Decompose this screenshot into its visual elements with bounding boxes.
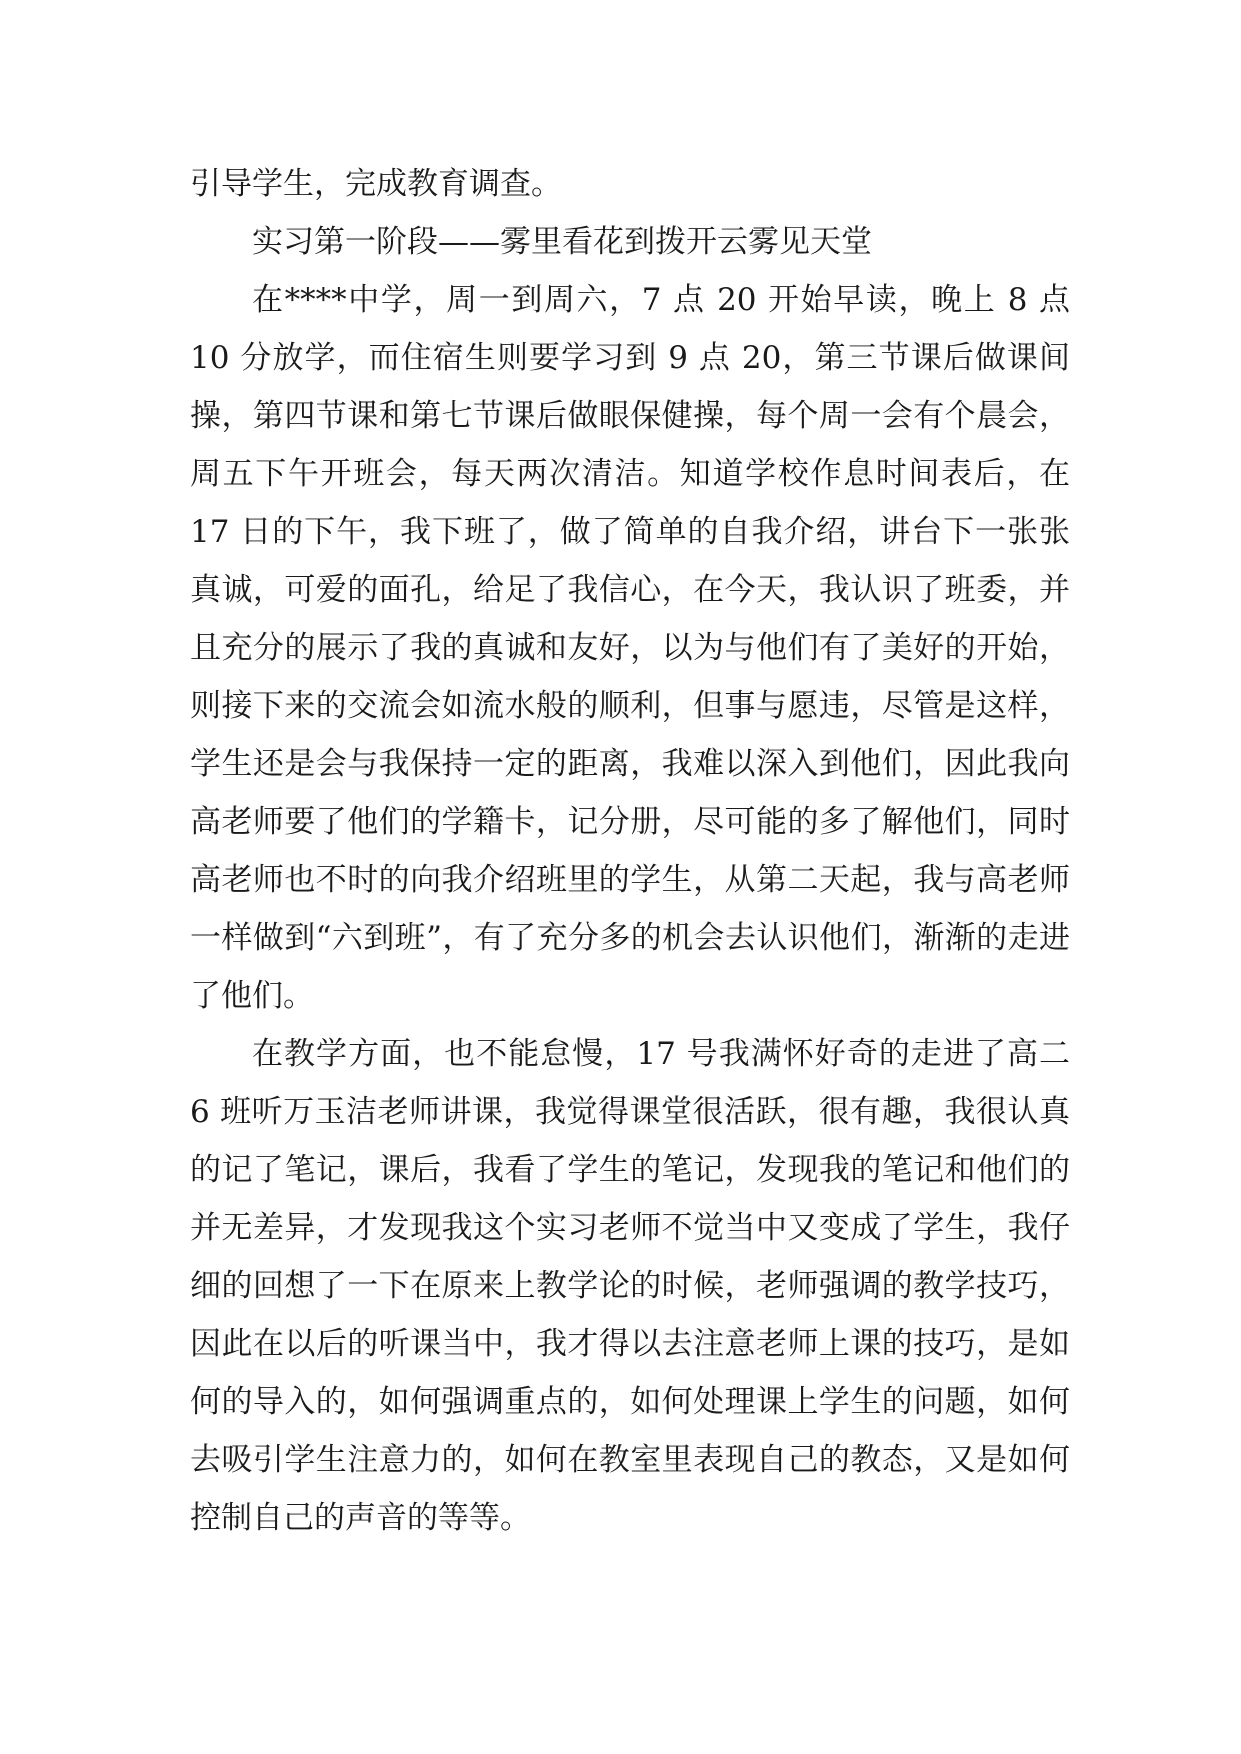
paragraph-continued: 引导学生，完成教育调查。 [190, 166, 562, 202]
paragraph-schedule: 在****中学，周一到周六，7 点 20 开始早读，晚上 8 点 10 分放学，而住宿生则要学习到 9 点 20，第三节课后做课间操，第四节课和第七节课后做眼保健操，每个周一会有个晨会，周五下午开班会，每天两次清洁。知道学校作息时间表后，在 17 日的下午，我下班了，做了简单的自我介绍，讲台下一张张真诚，可爱的面孔，给足了我信心，在今天，我认识了班委，并且充分的展示了我的真诚和友好，以为与他们有了美好的开始，则接下来的交流会如流水般的顺利，但事与愿违，尽管是这样，学生还是会与我保持一定的距离，我难以深入到他们，因此我向高老师要了他们的学籍卡，记分册，尽可能的多了解他们，同时高老师也不时的向我介绍班里的学生，从第二天起，我与高老师一样做到“六到班”，有了充分多的机会去认识他们，渐渐的走进了他们。 [190, 282, 1070, 1014]
section-heading: 实习第一阶段——雾里看花到拨开云雾见天堂 [252, 224, 872, 260]
document-body [190, 155, 1070, 1547]
paragraph-teaching: 在教学方面，也不能怠慢，17 号我满怀好奇的走进了高二 6 班听万玉洁老师讲课，我觉得课堂很活跃，很有趣，我很认真的记了笔记，课后，我看了学生的笔记，发现我的笔记和他们的并无差异，才发现我这个实习老师不觉当中又变成了学生，我仔细的回想了一下在原来上教学论的时候，老师强调的教学技巧，因此在以后的听课当中，我才得以去注意老师上课的技巧，是如何的导入的，如何强调重点的，如何处理课上学生的问题，如何去吸引学生注意力的，如何在教室里表现自己的教态，又是如何控制自己的声音的等等。 [190, 1036, 1070, 1536]
